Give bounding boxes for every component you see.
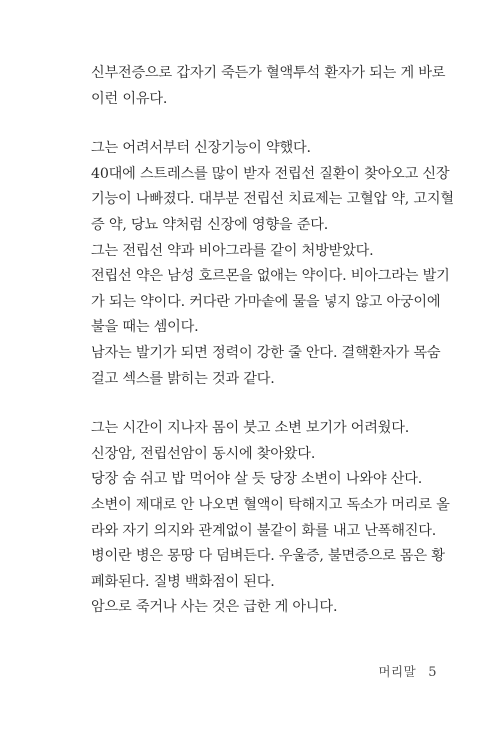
text-line: 그는 시간이 지나자 몸이 붓고 소변 보기가 어려웠다. [91,420,410,437]
text-line: 40대에 스트레스를 많이 받자 전립선 질환이 찾아오고 신장 [91,165,450,182]
page-body [91,61,454,621]
page-footer [378,662,437,680]
running-head: 머리말 [378,664,417,679]
paragraph [91,416,450,621]
text-line: 신부전증으로 갑자기 죽든가 혈액투석 환자가 되는 게 바로 [91,65,446,81]
text-line: 그는 전립선 약과 비아그라를 같이 처방받았다. [91,242,374,259]
text-line: 폐화된다. 질병 백화점이 된다. [91,573,275,590]
text-line: 라와 자기 의지와 관계없이 불같이 화를 내고 난폭해진다. [91,522,437,539]
text-line: 당장 숨 쉬고 밥 먹어야 살 듯 당장 소변이 나와야 산다. [91,471,423,488]
text-line: 그는 어려서부터 신장기능이 약했다. [91,140,311,157]
text-line: 가 되는 약이다. 커다란 가마솥에 물을 넣지 않고 아궁이에 [91,293,441,310]
text-line: 걸고 섹스를 밝히는 것과 같다. [91,370,275,387]
text-line: 이런 이유다. [91,90,168,107]
paragraph [91,61,446,112]
text-line: 암으로 죽거나 사는 것은 급한 게 아니다. [91,599,338,616]
text-line: 전립선 약은 남성 호르몬을 없애는 약이다. 비아그라는 발기 [91,268,450,285]
text-line: 소변이 제대로 안 나오면 혈액이 탁해지고 독소가 머리로 올 [91,496,450,513]
text-line: 신장암, 전립선암이 동시에 찾아왔다. [91,445,316,462]
text-line: 증 약, 당뇨 약처럼 신장에 영향을 준다. [91,216,329,233]
text-line: 병이란 병은 몽땅 다 덤벼든다. 우울증, 불면증으로 몸은 황 [91,548,445,565]
paragraph [91,136,454,392]
page-number: 5 [428,665,437,680]
text-line: 기능이 나빠졌다. 대부분 전립선 치료제는 고혈압 약, 고지혈 [91,191,454,208]
text-line: 남자는 발기가 되면 정력이 강한 줄 안다. 결핵환자가 목숨 [91,344,441,361]
text-line: 불을 때는 셈이다. [91,319,199,336]
